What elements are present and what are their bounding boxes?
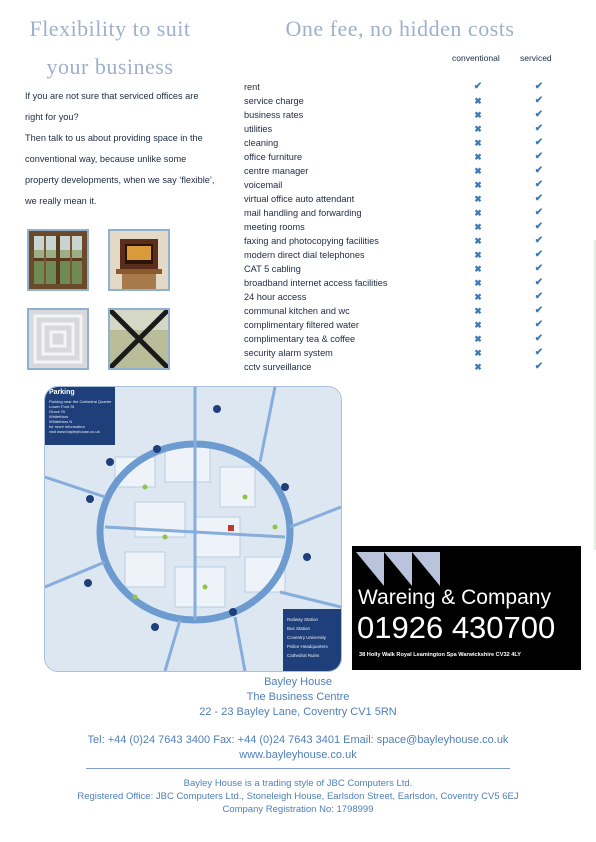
legal-line-3: Company Registration No: 1798999: [222, 804, 374, 815]
contact-details: Tel: +44 (0)24 7643 3400 Fax: +44 (0)24 7643 3401 Email: space@bayleyhouse.co.uk: [87, 734, 509, 746]
feature-row: [244, 346, 594, 360]
feature-label: meeting rooms: [244, 222, 305, 232]
cross-icon: ✖: [474, 222, 482, 232]
map-key-item: Police Headquarters: [287, 644, 328, 649]
cross-icon: ✖: [474, 320, 482, 330]
tick-icon: ✔: [534, 249, 544, 260]
tick-icon: ✔: [534, 319, 544, 330]
cross-icon: ✖: [474, 166, 482, 176]
map-legend-item: for more information: [49, 424, 85, 429]
feature-row: [244, 150, 594, 164]
feature-row: [244, 80, 594, 94]
tick-icon: ✔: [534, 221, 544, 232]
tick-icon: ✔: [534, 207, 544, 218]
tick-icon: ✔: [534, 81, 544, 92]
feature-row: [244, 136, 594, 150]
map-legend-item: Whitefriars N: [49, 419, 73, 424]
feature-row: [244, 220, 594, 234]
map-key-item: Bus Station: [287, 626, 311, 631]
intro-line-2: Then talk to us about providing space in the conventional way, because unlike some property developments, when we say ‘flexible’, we really mean it.: [25, 133, 215, 206]
feature-row: [244, 94, 594, 108]
map-key-item: Cathedral Ruins: [287, 653, 320, 658]
feature-label: complimentary tea & coffee: [244, 334, 356, 344]
feature-row: [244, 262, 594, 276]
cross-icon: ✖: [474, 306, 482, 316]
cross-icon: ✖: [474, 250, 482, 260]
feature-label: CAT 5 cabling: [244, 264, 301, 274]
feature-comparison-list: [244, 80, 594, 374]
map-legend-item: Parking near the Cathedral Quarter: [49, 399, 112, 404]
wareing-logo-icon: [356, 552, 448, 586]
legal-line-2: Registered Office: JBC Computers Ltd., Stoneleigh House, Earlsdon Street, Earlsdon, Coventry CV5 6EJ: [77, 791, 519, 802]
tick-icon: ✔: [534, 235, 544, 246]
advert-address: 38 Holly Walk Royal Leamington Spa Warwickshire CV32 4LY: [359, 652, 521, 658]
feature-row: [244, 178, 594, 192]
parking-map: [44, 386, 342, 672]
feature-label: modern direct dial telephones: [244, 250, 365, 260]
feature-label: communal kitchen and wc: [244, 306, 350, 316]
cross-icon: ✖: [474, 194, 482, 204]
feature-label: cctv surveillance: [244, 362, 312, 372]
advert-company: Wareing & Company: [358, 586, 551, 609]
map-legend-item: visit www.bayleyhouse.co.uk: [49, 429, 100, 434]
cross-icon: ✖: [474, 152, 482, 162]
feature-row: [244, 164, 594, 178]
tick-icon: ✔: [534, 123, 544, 134]
cross-icon: ✖: [474, 96, 482, 106]
tick-icon: ✔: [534, 193, 544, 204]
tick-icon: ✔: [534, 277, 544, 288]
feature-label: cleaning: [244, 138, 279, 148]
map-legend: [49, 399, 113, 434]
feature-label: service charge: [244, 96, 304, 106]
footer-divider: [86, 768, 510, 769]
feature-label: mail handling and forwarding: [244, 208, 362, 218]
map-title: Parking: [49, 389, 75, 396]
feature-row: [244, 234, 594, 248]
tick-icon: ✔: [534, 305, 544, 316]
tick-icon: ✔: [534, 291, 544, 302]
map-key: [287, 615, 339, 660]
fee-heading: One fee, no hidden costs: [285, 16, 515, 41]
cross-icon: ✖: [474, 264, 482, 274]
cross-icon: ✖: [474, 348, 482, 358]
feature-label: office furniture: [244, 152, 303, 162]
tick-icon: ✔: [534, 263, 544, 274]
conventional-column-header: conventional: [452, 53, 500, 63]
feature-label: utilities: [244, 124, 273, 134]
feature-label: business rates: [244, 110, 304, 120]
intro-line-1: If you are not sure that serviced offices are right for you?: [25, 91, 199, 122]
map-legend-item: Whitefriars: [49, 414, 69, 419]
tick-icon: ✔: [473, 81, 483, 92]
tick-icon: ✔: [534, 109, 544, 120]
feature-label: rent: [244, 82, 260, 92]
wareing-advert: [352, 546, 581, 670]
serviced-column-header: serviced: [520, 53, 552, 63]
cross-icon: ✖: [474, 110, 482, 120]
tick-icon: ✔: [534, 347, 544, 358]
feature-row: [244, 248, 594, 262]
fireplace-photo: [108, 229, 170, 291]
tick-icon: ✔: [534, 179, 544, 190]
feature-row: [244, 290, 594, 304]
feature-row: [244, 192, 594, 206]
feature-row: [244, 318, 594, 332]
tick-icon: ✔: [534, 333, 544, 344]
cross-icon: ✖: [474, 236, 482, 246]
feature-row: [244, 122, 594, 136]
feature-row: [244, 304, 594, 318]
cross-icon: ✖: [474, 138, 482, 148]
map-legend-item: Lower Ford St: [49, 404, 75, 409]
cross-icon: ✖: [474, 124, 482, 134]
window-view-photo: [27, 229, 89, 291]
frosted-glass-photo: [27, 308, 89, 370]
map-key-item: Coventry University: [287, 635, 327, 640]
feature-row: [244, 360, 594, 374]
leaded-window-photo: [108, 308, 170, 370]
tick-icon: ✔: [534, 361, 544, 372]
feature-label: centre manager: [244, 166, 309, 176]
address-street: 22 - 23 Bayley Lane, Coventry CV1 5RN: [199, 706, 397, 718]
tick-icon: ✔: [534, 137, 544, 148]
tick-icon: ✔: [534, 95, 544, 106]
cross-icon: ✖: [474, 362, 482, 372]
tick-icon: ✔: [534, 151, 544, 162]
address-building: The Business Centre: [246, 691, 350, 703]
cross-icon: ✖: [474, 208, 482, 218]
flexibility-heading: Flexibility to suit your business: [29, 16, 191, 79]
feature-row: [244, 332, 594, 346]
feature-label: security alarm system: [244, 348, 333, 358]
advert-phone: 01926 430700: [357, 610, 556, 645]
feature-label: broadband internet access facilities: [244, 278, 388, 288]
tick-icon: ✔: [534, 165, 544, 176]
cross-icon: ✖: [474, 278, 482, 288]
feature-label: virtual office auto attendant: [244, 194, 355, 204]
feature-label: voicemail: [244, 180, 283, 190]
legal-line-1: Bayley House is a trading style of JBC Computers Ltd.: [183, 778, 413, 789]
map-legend-item: Grove St: [49, 409, 65, 414]
feature-label: faxing and photocopying facilities: [244, 236, 379, 246]
cross-icon: ✖: [474, 292, 482, 302]
feature-label: complimentary filtered water: [244, 320, 359, 330]
address-name: Bayley House: [264, 676, 332, 688]
map-key-item: Railway Station: [287, 617, 319, 622]
feature-label: 24 hour access: [244, 292, 307, 302]
cross-icon: ✖: [474, 334, 482, 344]
website-link[interactable]: www.bayleyhouse.co.uk: [239, 749, 357, 761]
cross-icon: ✖: [474, 180, 482, 190]
intro-text: [25, 86, 215, 212]
feature-row: [244, 206, 594, 220]
feature-row: [244, 276, 594, 290]
feature-row: [244, 108, 594, 122]
